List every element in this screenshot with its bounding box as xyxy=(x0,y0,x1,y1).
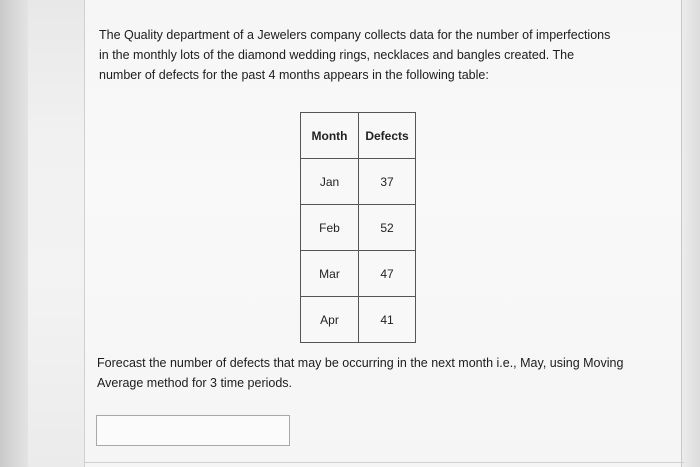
cell-month: Jan xyxy=(301,159,359,205)
question-intro-text: The Quality department of a Jewelers company collects data for the number of imperfections in the monthly lots of the diamond wedding rings, necklaces and bangles created. The number of defects for the past 4 months appears in the following table: xyxy=(99,28,611,82)
table-row xyxy=(301,251,416,297)
table-row xyxy=(301,297,416,343)
table-row xyxy=(301,159,416,205)
cell-defects: 47 xyxy=(359,251,416,297)
cell-defects: 37 xyxy=(359,159,416,205)
answer-input[interactable] xyxy=(96,415,290,446)
scrollbar[interactable] xyxy=(681,0,700,467)
screen-left-edge xyxy=(0,0,28,467)
header-defects: Defects xyxy=(359,113,416,159)
divider xyxy=(84,462,684,463)
cell-month: Apr xyxy=(301,297,359,343)
cell-month: Mar xyxy=(301,251,359,297)
table-header-row xyxy=(301,113,416,159)
forecast-prompt-text: Forecast the number of defects that may be occurring in the next month i.e., May, using Moving Average method for 3 time periods. xyxy=(97,356,624,390)
cell-month: Feb xyxy=(301,205,359,251)
table-row xyxy=(301,205,416,251)
defects-table xyxy=(300,112,416,343)
cell-defects: 41 xyxy=(359,297,416,343)
header-month: Month xyxy=(301,113,359,159)
cell-defects: 52 xyxy=(359,205,416,251)
